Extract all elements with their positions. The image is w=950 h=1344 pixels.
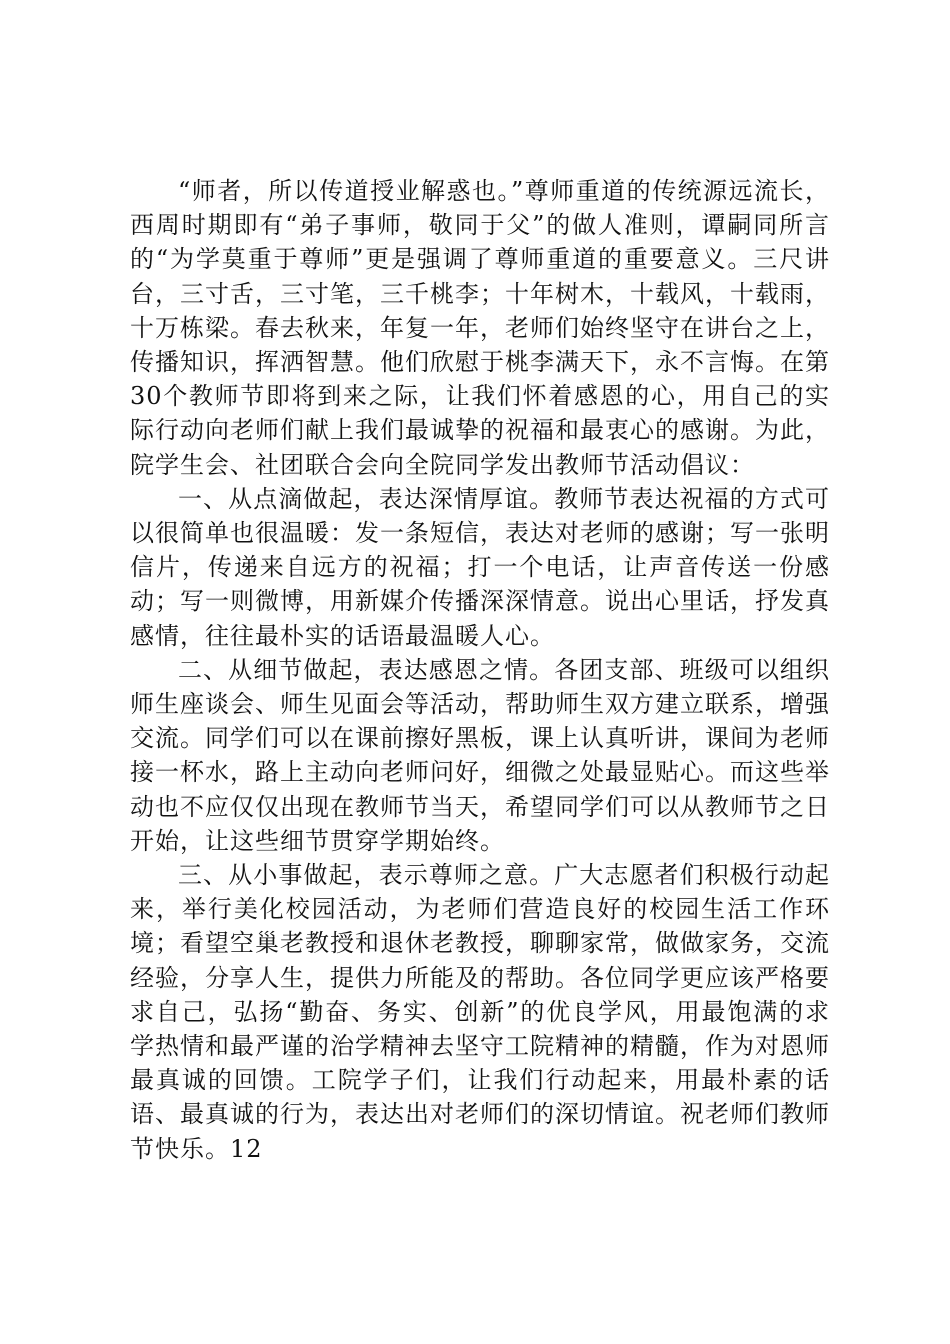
paragraph-proposal-1: 一、从点滴做起，表达深情厚谊。教师节表达祝福的方式可以很简单也很温暖：发一条短信，表达对老师的感谢；写一张明信片，传递来自远方的祝福；打一个电话，让声音传送一份感动；写一则微博，用新媒介传播深深情意。说出心里话，抒发真感情，往往最朴实的话语最温暖人心。	[130, 484, 830, 650]
document-body	[130, 174, 830, 1166]
paragraph-intro: “师者，所以传道授业解惑也。”尊师重道的传统源远流长，西周时期即有“弟子事师，敬同于父”的做人准则，谭嗣同所言的“为学莫重于尊师”更是强调了尊师重道的重要意义。三尺讲台，三寸舌，三寸笔，三千桃李；十年树木，十载风，十载雨，十万栋梁。春去秋来，年复一年，老师们始终坚守在讲台之上，传播知识，挥洒智慧。他们欣慰于桃李满天下，永不言悔。在第30个教师节即将到来之际，让我们怀着感恩的心，用自己的实际行动向老师们献上我们最诚挚的祝福和最衷心的感谢。为此，院学生会、社团联合会向全院同学发出教师节活动倡议：	[130, 177, 830, 479]
paragraph-proposal-3: 三、从小事做起，表示尊师之意。广大志愿者们积极行动起来，举行美化校园活动，为老师们营造良好的校园生活工作环境；看望空巢老教授和退休老教授，聊聊家常，做做家务，交流经验，分享人生，提供力所能及的帮助。各位同学更应该严格要求自己，弘扬“勤奋、务实、创新”的优良学风，用最饱满的求学热情和最严谨的治学精神去坚守工院精神的精髓，作为对恩师最真诚的回馈。工院学子们，让我们行动起来，用最朴素的话语、最真诚的行为，表达出对老师们的深切情谊。祝老师们教师节快乐。12	[130, 861, 830, 1163]
paragraph-proposal-2: 二、从细节做起，表达感恩之情。各团支部、班级可以组织师生座谈会、师生见面会等活动，帮助师生双方建立联系，增强交流。同学们可以在课前擦好黑板，课上认真听讲，课间为老师接一杯水，路上主动向老师问好，细微之处最显贴心。而这些举动也不应仅仅出现在教师节当天，希望同学们可以从教师节之日开始，让这些细节贯穿学期始终。	[130, 655, 830, 855]
